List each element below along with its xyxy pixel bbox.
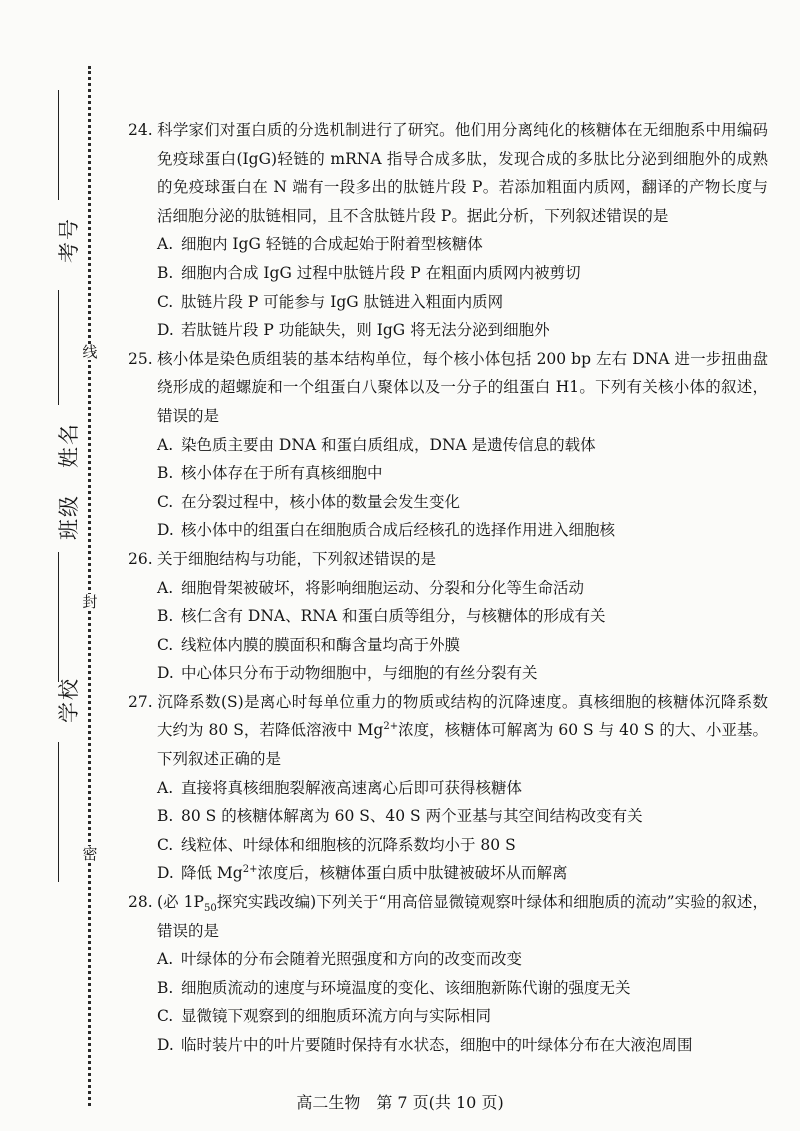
cut-label-seal: 封 — [82, 593, 98, 611]
option-d — [128, 1031, 768, 1060]
question-stem — [128, 116, 768, 230]
question-stem — [128, 688, 768, 774]
option-text: 临时装片中的叶片要随时保持有水状态，细胞中的叶绿体分布在大液泡周围 — [181, 1036, 693, 1054]
option-letter: D. — [157, 1036, 174, 1054]
option-text: 核小体中的组蛋白在细胞质合成后经核孔的选择作用进入细胞核 — [181, 521, 616, 540]
page-footer: 高二生物 第 7 页(共 10 页) — [296, 1093, 504, 1112]
option-a — [128, 230, 768, 259]
option-text: 核仁含有 DNA、RNA 和蛋白质等组分，与核糖体的形成有关 — [181, 607, 606, 626]
option-letter: B. — [157, 978, 174, 997]
option-text: 叶绿体的分布会随着光照强度和方向的改变而改变 — [181, 950, 523, 969]
option-d — [128, 316, 768, 345]
question-number: 27. — [128, 692, 153, 711]
option-letter: A. — [157, 950, 174, 969]
option-letter: B. — [157, 464, 174, 483]
option-text: 细胞内合成 IgG 过程中肽链片段 P 在粗面内质网内被剪切 — [181, 263, 581, 282]
cut-label-line: 线 — [82, 343, 98, 361]
option-text: 显微镜下观察到的细胞质环流方向与实际相同 — [181, 1007, 492, 1026]
question-24 — [128, 116, 768, 345]
question-28 — [128, 888, 768, 1060]
question-text-part: 探究实践改编)下列关于“用高倍显微镜观察叶绿体和细胞质的流动”实验的叙述，错误的是 — [157, 893, 769, 940]
question-number: 24. — [128, 121, 153, 139]
exam-number-underline — [58, 90, 59, 200]
school-underline — [58, 742, 59, 882]
question-26 — [128, 545, 768, 688]
option-b — [128, 259, 768, 288]
option-c — [128, 631, 768, 660]
question-text: 关于细胞结构与功能，下列叙述错误的是 — [157, 549, 437, 568]
superscript: 2+ — [383, 721, 399, 733]
option-letter: D. — [157, 521, 174, 540]
name-underline — [58, 290, 59, 405]
class-underline — [58, 552, 59, 682]
class-label: 班级 — [57, 494, 81, 540]
option-a — [128, 574, 768, 603]
question-stem — [128, 888, 768, 945]
option-letter: A. — [157, 578, 174, 597]
option-letter: D. — [157, 664, 174, 683]
option-text: 肽链片段 P 可能参与 IgG 肽链进入粗面内质网 — [181, 292, 504, 311]
cut-label-secret: 密 — [82, 845, 98, 863]
option-d — [128, 659, 768, 688]
option-c — [128, 488, 768, 517]
subscript: 50 — [203, 903, 217, 915]
option-d — [128, 516, 768, 545]
superscript: 2+ — [242, 864, 258, 876]
option-letter: C. — [157, 635, 174, 654]
option-text: 细胞质流动的速度与环境温度的变化、该细胞新陈代谢的强度无关 — [181, 978, 631, 997]
option-a — [128, 431, 768, 460]
question-text-part: 沉降系数(S)是离心时每单位重力的物质或结构的沉降速度。真核细胞的核糖体沉降系数大约为 80 S，若降低溶液中 Mg — [157, 692, 768, 740]
question-number: 25. — [128, 349, 153, 368]
question-stem — [128, 545, 768, 574]
option-letter: A. — [157, 778, 174, 797]
school-field — [30, 677, 81, 840]
option-c — [128, 1002, 768, 1031]
option-text: 染色质主要由 DNA 和蛋白质组成，DNA 是遗传信息的载体 — [181, 435, 596, 454]
option-c — [128, 288, 768, 317]
question-text: 核小体是染色质组装的基本结构单位，每个核小体包括 200 bp 左右 DNA 进一步扭曲盘绕形成的超螺旋和一个组蛋白八聚体以及一分子的组蛋白 H1。下列有关核小体的叙述，错误的是 — [157, 349, 768, 425]
exam-number-field — [30, 90, 81, 290]
question-list — [128, 116, 768, 1060]
option-text: 细胞内 IgG 轻链的合成起始于附着型核糖体 — [181, 235, 483, 254]
option-letter: C. — [157, 835, 174, 854]
question-27 — [128, 688, 768, 888]
option-text: 核小体存在于所有真核细胞中 — [181, 464, 383, 483]
option-letter: D. — [157, 321, 174, 340]
option-b — [128, 459, 768, 488]
option-a — [128, 774, 768, 803]
option-d — [128, 859, 768, 888]
option-b — [128, 802, 768, 831]
option-letter: B. — [157, 607, 174, 626]
option-b — [128, 974, 768, 1003]
option-letter: D. — [157, 864, 174, 883]
option-text: 直接将真核细胞裂解液高速离心后即可获得核糖体 — [181, 778, 523, 797]
option-letter: C. — [157, 292, 174, 311]
question-stem — [128, 345, 768, 431]
dotted-cut-line — [88, 66, 91, 1106]
name-label: 姓名 — [57, 422, 81, 468]
option-c — [128, 831, 768, 860]
option-letter: B. — [157, 263, 174, 282]
option-text-part: 降低 Mg — [181, 864, 243, 883]
option-text-part: 浓度后，核糖体蛋白质中肽键被破坏从而解离 — [257, 864, 568, 883]
option-letter: C. — [157, 492, 174, 511]
option-letter: B. — [157, 807, 174, 826]
option-text: 在分裂过程中，核小体的数量会发生变化 — [181, 492, 461, 511]
option-text: 中心体只分布于动物细胞中，与细胞的有丝分裂有关 — [181, 664, 538, 683]
option-text: 线粒体内膜的膜面积和酶含量均高于外膜 — [181, 635, 461, 654]
question-number: 28. — [128, 893, 153, 912]
question-text: 科学家们对蛋白质的分选机制进行了研究。他们用分离纯化的核糖体在无细胞系中用编码免疫球蛋白(IgG)轻链的 mRNA 指导合成多肽，发现合成的多肽比分泌到细胞外的成熟的免疫球蛋白在 N 端有一段多出的肽链片段 P。若添加粗面内质网，翻译的产物长度与活细胞分泌的肽链相同，且不含肽链片段 P。据此分析，下列叙述错误的是 — [157, 121, 768, 225]
option-text: 线粒体、叶绿体和细胞核的沉降系数均小于 80 S — [181, 835, 516, 854]
question-text-part: 浓度，核糖体可解离为 60 S 与 40 S 的大、小亚基。下列叙述正确的是 — [157, 721, 769, 769]
question-25 — [128, 345, 768, 545]
option-letter: C. — [157, 1007, 174, 1026]
class-field — [30, 480, 81, 580]
exam-number-label: 考号 — [57, 217, 81, 263]
option-letter: A. — [157, 235, 174, 254]
option-a — [128, 945, 768, 974]
option-text: 若肽链片段 P 功能缺失，则 IgG 将无法分泌到细胞外 — [181, 321, 550, 340]
option-text: 细胞骨架被破坏，将影响细胞运动、分裂和分化等生命活动 — [181, 578, 585, 597]
option-b — [128, 602, 768, 631]
school-label: 学校 — [57, 677, 81, 723]
question-text-part: (必 1P — [157, 893, 204, 912]
name-field — [30, 290, 81, 490]
option-letter: A. — [157, 435, 174, 454]
question-number: 26. — [128, 549, 153, 568]
option-text: 80 S 的核糖体解离为 60 S、40 S 两个亚基与其空间结构改变有关 — [181, 807, 643, 826]
